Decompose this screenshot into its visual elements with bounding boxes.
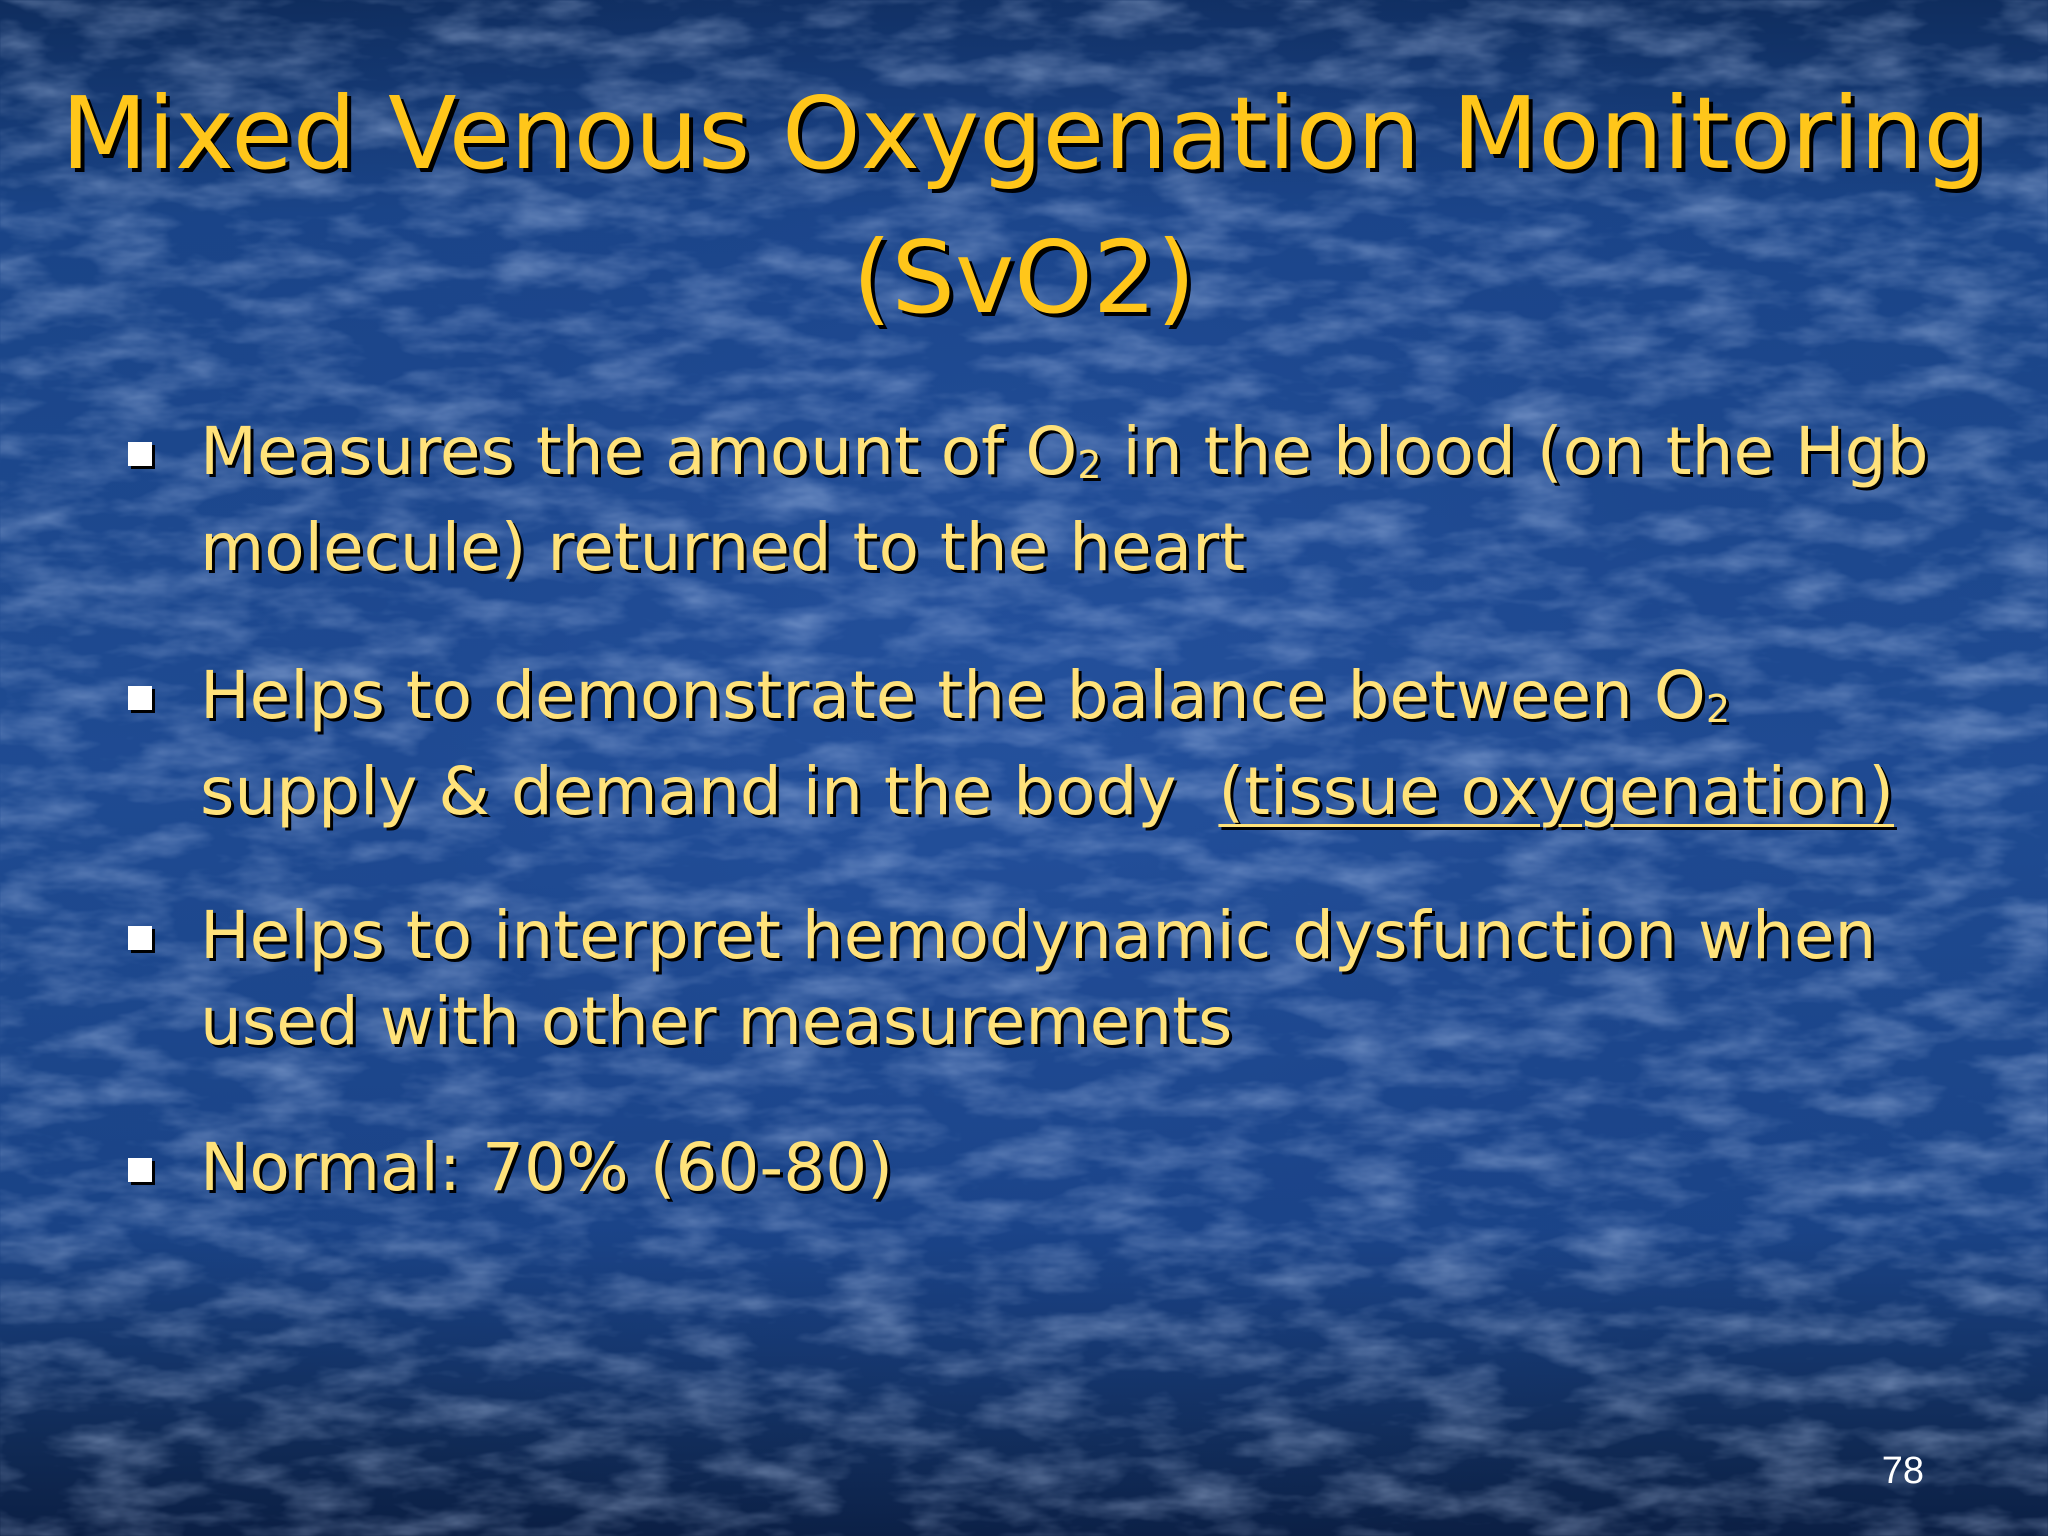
bullet-line: Normal: 70% (60-80) (200, 1129, 893, 1206)
bullet-text-interpret (200, 888, 1960, 1070)
page-number: 78 (1881, 1450, 1924, 1492)
subscript: 2 (1705, 687, 1731, 731)
slide-title-line-2: (SvO2) (852, 219, 1196, 336)
slide-title-line-1: Mixed Venous Oxygenation Monitoring (61, 75, 1987, 192)
bullet-line: Helps to interpret hemodynamic dysfunction when (200, 897, 1877, 974)
bullet-line: Helps to demonstrate the balance between $O_2$ (200, 657, 1731, 734)
subscript: 2 (1077, 443, 1102, 487)
bullet-line: molecule) returned to the heart (200, 509, 1246, 586)
bullet-text-normal (200, 1120, 1960, 1216)
white-square-bullet-icon (128, 442, 152, 466)
white-square-bullet-icon (128, 926, 152, 950)
bullet-line: supply & demand in the body (tissue oxygenation) (200, 753, 1894, 830)
bullet-line: Measures the amount of $O_2$ in the blood (on the Hgb (200, 413, 1929, 490)
tissue-oxygenation-link[interactable]: (tissue oxygenation) (1218, 753, 1894, 830)
bullet-line: used with other measurements (200, 983, 1233, 1060)
bullet-text-measures (200, 404, 1960, 596)
bullet-text-balance (200, 648, 1960, 840)
white-square-bullet-icon (128, 1158, 152, 1182)
white-square-bullet-icon (128, 686, 152, 710)
